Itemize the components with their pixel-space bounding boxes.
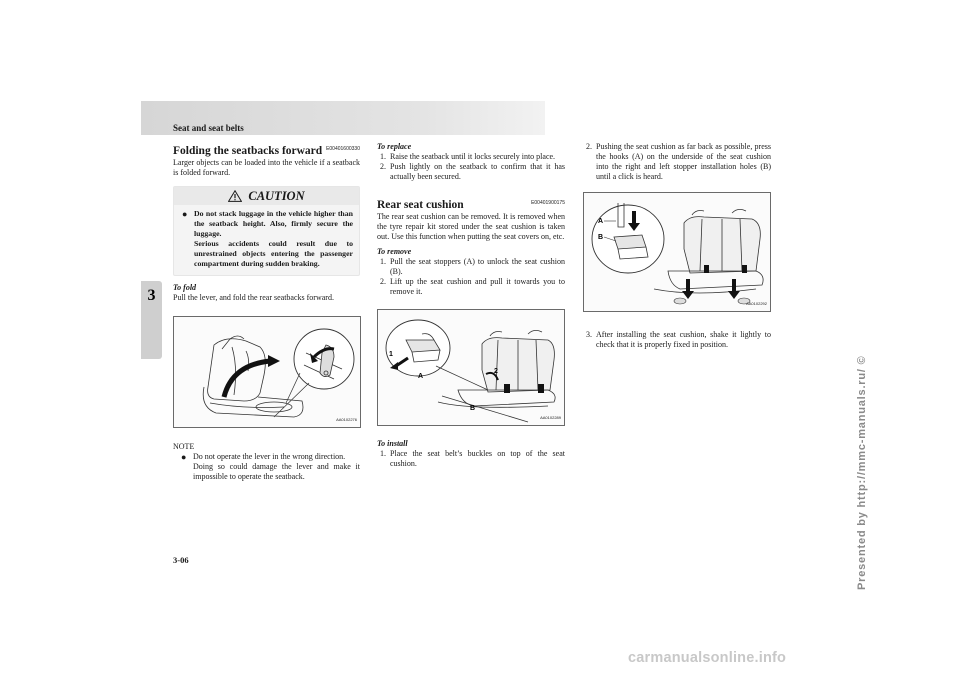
note-text: Do not operate the lever in the wrong direction. [193, 452, 346, 461]
label-a: A [418, 373, 424, 380]
section-title-text: Folding the seatbacks forward [173, 145, 323, 157]
column-right [583, 142, 771, 350]
cushion-install-illustration [584, 193, 770, 311]
step-text: After installing the seat cushion, shake it lightly to check that it is properly fixed in position. [596, 330, 771, 349]
install-step [377, 449, 565, 469]
install-step [583, 330, 771, 350]
vertical-watermark: Presented by http://mmc-manuals.ru/ © [856, 355, 868, 590]
column-middle [377, 142, 565, 469]
bullet-icon: ● [181, 452, 187, 462]
figure-code: AA0102276 [336, 417, 357, 422]
section-title-rear-cushion [377, 196, 565, 212]
section-title-folding [173, 142, 360, 158]
step-text: Push lightly on the seatback to confirm that it has actually been secured. [390, 162, 565, 181]
caution-text-2: Serious accidents could result due to unrestrained objects entering the passenger compartment during sudden braking. [194, 239, 353, 268]
caution-text: Do not stack luggage in the vehicle higher than the seatback height. Also, firmly secure the luggage. [194, 209, 353, 238]
step-text: Raise the seatback until it locks securely into place. [390, 152, 556, 161]
step-number: 2. [380, 277, 386, 286]
remove-step [377, 257, 565, 277]
remove-heading: To remove [377, 247, 412, 256]
label-1: 1 [389, 351, 393, 358]
step-number: 1. [380, 449, 386, 458]
fold-text: Pull the lever, and fold the rear seatbacks forward. [173, 293, 334, 302]
cushion-removal-illustration [378, 310, 564, 425]
caution-body [174, 205, 359, 275]
replace-heading: To replace [377, 142, 412, 151]
step-text: Place the seat belt’s buckles on top of the seat cushion. [390, 449, 565, 468]
intro-paragraph: The rear seat cushion can be removed. It is removed when the tyre repair kit stored under the seat cushion is taken out. Use this function when putting the seat covers on, etc. [377, 212, 565, 241]
intro-paragraph: Larger objects can be loaded into the vehicle if a seatback is folded forward. [173, 158, 360, 177]
step-number: 2. [586, 142, 592, 151]
label-a: A [598, 218, 604, 225]
install-heading: To install [377, 439, 408, 448]
site-watermark: carmanualsonline.info [628, 650, 787, 666]
figure-fold-seatback [173, 316, 361, 428]
step-text: Pushing the seat cushion as far back as possible, press the hooks (A) on the underside of the seat cushion into the right and left stopper installation holes (B) until a click is heard. [596, 142, 771, 181]
fold-heading: To fold [173, 283, 197, 292]
step-number: 3. [586, 330, 592, 339]
replace-step [377, 162, 565, 182]
column-left [173, 142, 360, 482]
warning-triangle-icon [228, 190, 242, 202]
step-text: Lift up the seat cushion and pull it towards you to remove it. [390, 277, 565, 296]
chapter-number: 3 [147, 287, 156, 304]
label-b: B [598, 234, 604, 241]
section-code: E00401900175 [531, 200, 565, 206]
caution-label: CAUTION [248, 189, 305, 203]
step-number: 1. [380, 257, 386, 266]
replace-step [377, 152, 565, 162]
caution-box [173, 186, 360, 276]
remove-step [377, 277, 565, 297]
install-step [583, 142, 771, 182]
section-title-text: Rear seat cushion [377, 199, 464, 211]
note-text-2: Doing so could damage the lever and make it impossible to operate the seatback. [193, 462, 360, 481]
label-b: B [470, 405, 476, 412]
section-code: E00401600330 [326, 146, 360, 152]
figure-remove-cushion [377, 309, 565, 426]
step-number: 2. [380, 162, 386, 171]
figure-install-cushion [583, 192, 771, 312]
seatback-fold-illustration [174, 317, 360, 427]
step-text: Pull the seat stoppers (A) to unlock the seat cushion (B). [390, 257, 565, 276]
label-2: 2 [494, 368, 498, 375]
note-label: NOTE [173, 442, 195, 451]
section-header-title: Seat and seat belts [173, 123, 244, 133]
figure-code: AA0102289 [540, 415, 561, 420]
step-number: 1. [380, 152, 386, 161]
bullet-icon: ● [182, 209, 188, 219]
caution-heading [174, 187, 359, 205]
figure-code: AA0102292 [746, 301, 767, 306]
note-item [181, 452, 360, 482]
page-number: 3-06 [173, 555, 189, 565]
